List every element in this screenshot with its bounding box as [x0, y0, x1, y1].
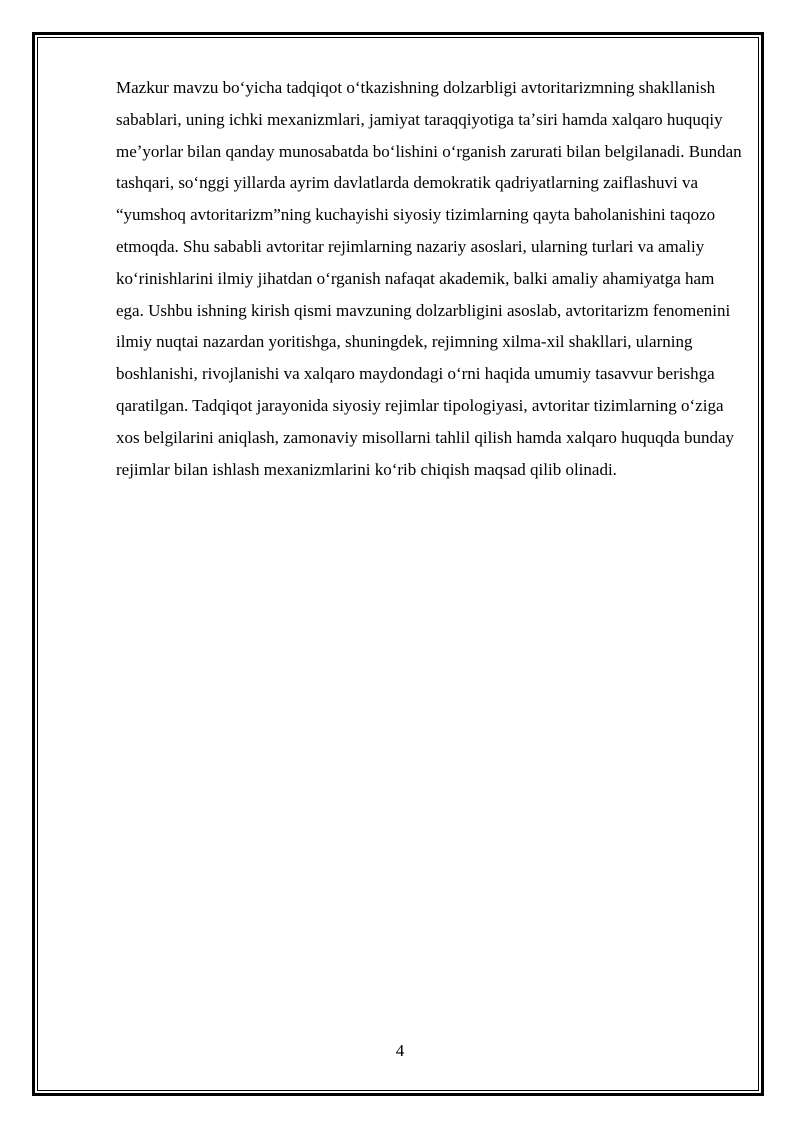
body-paragraph: Mazkur mavzu boʻyicha tadqiqot oʻtkazishning dolzarbligi avtoritarizmning shakllanish sabablari, uning ichki mexanizmlari, jamiyat taraqqiyotiga taʼsiri hamda xalqaro huquqiy meʼyorlar bilan qanday munosabatda boʻlishini oʻrganish zarurati bilan belgilanadi. Bundan tashqari, soʻnggi yillarda ayrim davlatlarda demokratik qadriyatlarning zaiflashuvi va “yumshoq avtoritarizm”ning kuchayishi siyosiy tizimlarning qayta baholanishini taqozo etmoqda. Shu sababli avtoritar rejimlarning nazariy asoslari, ularning turlari va amaliy koʻrinishlarini ilmiy jihatdan oʻrganish nafaqat akademik, balki amaliy ahamiyatga ham ega. Ushbu ishning kirish qismi mavzuning dolzarbligini asoslab, avtoritarizm fenomenini ilmiy nuqtai nazardan yoritishga, shuningdek, rejimning xilma-xil shakllari, ularning boshlanishi, rivojlanishi va xalqaro maydondagi oʻrni haqida umumiy tasavvur berishga qaratilgan. Tadqiqot jarayonida siyosiy rejimlar tipologiyasi, avtoritar tizimlarning oʻziga xos belgilarini aniqlash, zamonaviy misollarni tahlil qilish hamda xalqaro huquqda bunday rejimlar bilan ishlash mexanizmlarini koʻrib chiqish maqsad qilib olinadi.: [116, 78, 742, 479]
page-content: [116, 72, 746, 485]
page-number: 4: [395, 1041, 405, 1060]
